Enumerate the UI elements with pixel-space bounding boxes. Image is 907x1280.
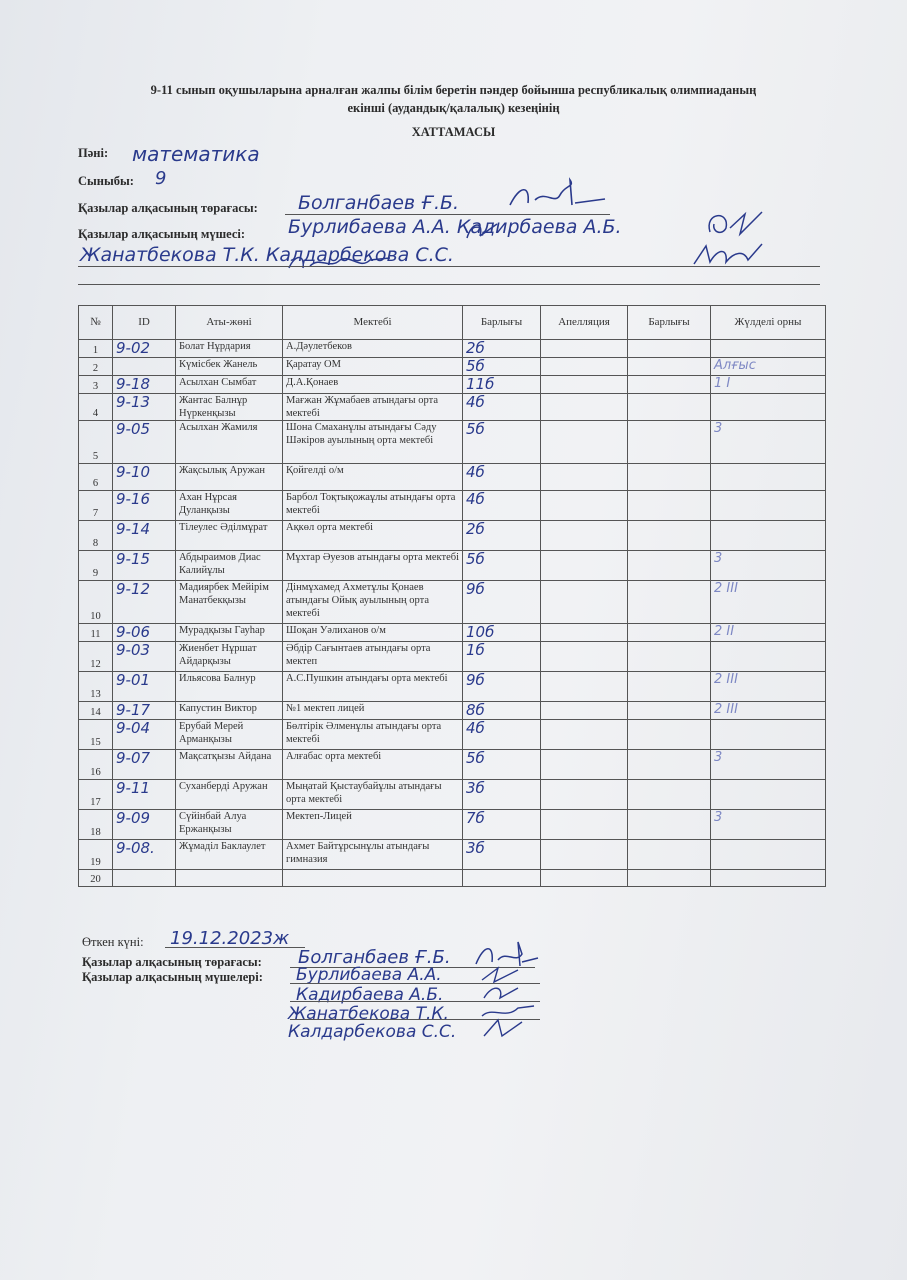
row-total (463, 810, 541, 840)
row-total-2 (628, 840, 711, 870)
row-number: 5 (79, 421, 113, 464)
chair-signature (500, 175, 610, 215)
row-school: Әбдір Сағынтаев атындағы орта мектеп (283, 642, 463, 672)
row-appeal (541, 551, 628, 581)
row-number: 15 (79, 720, 113, 750)
col-header-appeal: Апелляция (541, 306, 628, 340)
row-name: Асылхан Сымбат (176, 376, 283, 394)
row-name: Жақсылық Аружан (176, 464, 283, 491)
header-title: ХАТТАМАСЫ (411, 125, 496, 139)
row-name: Күмісбек Жанель (176, 358, 283, 376)
row-id (113, 750, 176, 780)
row-place-text: 3 (714, 421, 723, 436)
table-row (79, 340, 826, 358)
footer-member-1: Бурлибаева А.А. (296, 965, 442, 985)
row-name: Ерубай Мерей Арманқызы (176, 720, 283, 750)
row-name: Абдыраимов Диас Калийұлы (176, 551, 283, 581)
row-total (463, 394, 541, 421)
row-total-2 (628, 464, 711, 491)
row-total-2 (628, 780, 711, 810)
row-total-text: 5б (466, 749, 485, 767)
row-place (711, 358, 826, 376)
row-total (463, 340, 541, 358)
table-row (79, 394, 826, 421)
row-school: Д.А.Қонаев (283, 376, 463, 394)
row-total-text: 9б (466, 580, 485, 598)
row-place-text: 3 (714, 810, 723, 825)
row-id (113, 780, 176, 810)
row-total-text: 5б (466, 550, 485, 568)
row-total-text: 9б (466, 671, 485, 689)
col-header-total: Барлығы (463, 306, 541, 340)
row-total-2 (628, 394, 711, 421)
row-id (113, 840, 176, 870)
row-place (711, 491, 826, 521)
row-school: Алғабас орта мектебі (283, 750, 463, 780)
row-total-2 (628, 581, 711, 624)
row-total-2 (628, 702, 711, 720)
table-row (79, 870, 826, 887)
row-name: Мақсатқызы Айдана (176, 750, 283, 780)
row-total-text: 10б (466, 623, 495, 641)
row-id-text: 9-02 (116, 339, 151, 357)
row-appeal (541, 358, 628, 376)
header-line-1: 9-11 сынып оқушыларына арналған жалпы білім беретін пәндер бойынша республикалық олимпиаданың (150, 83, 757, 97)
row-total-2 (628, 340, 711, 358)
row-place (711, 840, 826, 870)
table-row (79, 840, 826, 870)
row-school: Қойгелді о/м (283, 464, 463, 491)
table-row (79, 551, 826, 581)
row-total (463, 491, 541, 521)
row-id (113, 340, 176, 358)
row-place-text: 2 III (714, 672, 738, 687)
footer-member-signatures (478, 962, 538, 1042)
subject-value: математика (132, 142, 260, 166)
row-name: Жұмаділ Баклаулет (176, 840, 283, 870)
row-place (711, 521, 826, 551)
row-total-2 (628, 358, 711, 376)
row-school: Мыңатай Қыстаубайұлы атындағы орта мектебі (283, 780, 463, 810)
row-school: А.Дәулетбеков (283, 340, 463, 358)
row-total (463, 581, 541, 624)
table-row (79, 421, 826, 464)
chair-label: Қазылар алқасының төрағасы: (78, 201, 258, 215)
row-total (463, 642, 541, 672)
row-total (463, 780, 541, 810)
row-appeal (541, 581, 628, 624)
row-appeal (541, 376, 628, 394)
table-row (79, 376, 826, 394)
row-school: Мектеп-Лицей (283, 810, 463, 840)
row-number: 18 (79, 810, 113, 840)
row-school: Мағжан Жұмабаев атындағы орта мектебі (283, 394, 463, 421)
row-place (711, 870, 826, 887)
row-total-text: 5б (466, 357, 485, 375)
footer-chair-label: Қазылар алқасының төрағасы: (82, 955, 262, 969)
members-line-2: Жанатбекова Т.К. Калдарбекова С.С. (80, 244, 454, 266)
row-total (463, 521, 541, 551)
row-id-text: 9-09 (116, 809, 151, 827)
row-total-2 (628, 624, 711, 642)
row-place (711, 672, 826, 702)
row-appeal (541, 464, 628, 491)
row-name: Тілеулес Әділмұрат (176, 521, 283, 551)
row-appeal (541, 642, 628, 672)
row-total (463, 551, 541, 581)
row-place-text: 2 III (714, 702, 738, 717)
row-place-text: 1 I (714, 376, 731, 391)
row-id (113, 720, 176, 750)
row-school: №1 мектеп лицей (283, 702, 463, 720)
results-table (78, 305, 826, 887)
row-id (113, 810, 176, 840)
row-number: 1 (79, 340, 113, 358)
row-name: Капустин Виктор (176, 702, 283, 720)
members-underline-2 (78, 284, 820, 285)
footer-members-label: Қазылар алқасының мүшелері: (82, 970, 263, 984)
row-id (113, 624, 176, 642)
row-total-2 (628, 672, 711, 702)
grade-value: 9 (155, 168, 167, 189)
row-school: Ақкөл орта мектебі (283, 521, 463, 551)
row-appeal (541, 870, 628, 887)
row-total-text: 4б (466, 490, 485, 508)
members-line-1: Бурлибаева А.А. Кадирбаева А.Б. (288, 216, 622, 238)
row-name: Мадиярбек Мейірім Манатбекқызы (176, 581, 283, 624)
row-id-text: 9-17 (116, 701, 151, 719)
row-id-text: 9-03 (116, 641, 151, 659)
row-number: 6 (79, 464, 113, 491)
row-name: Болат Нұрдария (176, 340, 283, 358)
row-number: 17 (79, 780, 113, 810)
table-row (79, 750, 826, 780)
chair-value: Болганбаев Ғ.Б. (298, 192, 460, 214)
row-place (711, 551, 826, 581)
row-place (711, 750, 826, 780)
row-total (463, 624, 541, 642)
col-header-school: Мектебі (283, 306, 463, 340)
row-place-text: 2 III (714, 581, 738, 596)
row-total-2 (628, 750, 711, 780)
row-total-text: 4б (466, 393, 485, 411)
row-total-text: 4б (466, 463, 485, 481)
row-id (113, 702, 176, 720)
table-row (79, 624, 826, 642)
row-number: 7 (79, 491, 113, 521)
row-school: Мұхтар Әуезов атындағы орта мектебі (283, 551, 463, 581)
row-place (711, 376, 826, 394)
table-header-row (79, 306, 826, 340)
row-id (113, 551, 176, 581)
row-name: Суханберді Аружан (176, 780, 283, 810)
table-row (79, 581, 826, 624)
row-name: Асылхан Жамиля (176, 421, 283, 464)
row-name: Ахан Нұрсая Дуланқызы (176, 491, 283, 521)
table-row (79, 491, 826, 521)
member-signature-2 (700, 206, 770, 240)
row-number: 3 (79, 376, 113, 394)
row-id (113, 394, 176, 421)
row-place-text: Алғыс (714, 358, 756, 373)
row-total (463, 840, 541, 870)
row-appeal (541, 421, 628, 464)
table-row (79, 521, 826, 551)
member-signature-1 (462, 216, 502, 244)
row-id (113, 464, 176, 491)
row-id-text: 9-04 (116, 719, 151, 737)
row-id-text: 9-11 (116, 779, 151, 797)
row-appeal (541, 780, 628, 810)
row-appeal (541, 394, 628, 421)
row-total-text: 5б (466, 420, 485, 438)
row-total-2 (628, 642, 711, 672)
row-total-text: 3б (466, 779, 485, 797)
header-line-2: екінші (аудандық/қалалық) кезеңінің (347, 101, 560, 115)
row-number: 13 (79, 672, 113, 702)
row-name: Мурадқызы Гауһар (176, 624, 283, 642)
col-header-place: Жүлделі орны (711, 306, 826, 340)
table-row (79, 810, 826, 840)
row-id-text: 9-16 (116, 490, 151, 508)
col-header-name: Аты-жөні (176, 306, 283, 340)
row-total-2 (628, 376, 711, 394)
row-school (283, 870, 463, 887)
row-id-text: 9-05 (116, 420, 151, 438)
member-label: Қазылар алқасының мүшесі: (78, 227, 246, 241)
row-total-2 (628, 421, 711, 464)
row-name: Жантас Балнұр Нүркенқызы (176, 394, 283, 421)
row-total-text: 8б (466, 701, 485, 719)
row-id (113, 521, 176, 551)
row-place (711, 581, 826, 624)
row-total-text: 4б (466, 719, 485, 737)
row-place (711, 720, 826, 750)
row-number: 20 (79, 870, 113, 887)
row-total-2 (628, 870, 711, 887)
row-id-text: 9-13 (116, 393, 151, 411)
subject-label: Пәні: (78, 146, 109, 160)
row-place (711, 702, 826, 720)
row-place (711, 642, 826, 672)
row-number: 14 (79, 702, 113, 720)
row-appeal (541, 672, 628, 702)
row-total-text: 1б (466, 641, 485, 659)
row-total (463, 720, 541, 750)
row-appeal (541, 750, 628, 780)
row-place (711, 421, 826, 464)
row-place (711, 780, 826, 810)
table-row (79, 672, 826, 702)
row-appeal (541, 702, 628, 720)
date-value: 19.12.2023ж (170, 928, 290, 949)
row-id (113, 581, 176, 624)
footer-member-4: Калдарбекова С.С. (288, 1022, 457, 1042)
row-id (113, 358, 176, 376)
row-appeal (541, 340, 628, 358)
row-place (711, 810, 826, 840)
row-number: 19 (79, 840, 113, 870)
row-id-text: 9-06 (116, 623, 151, 641)
footer-member-2: Кадирбаева А.Б. (296, 985, 444, 1005)
grade-label: Сыныбы: (78, 174, 134, 188)
row-total (463, 464, 541, 491)
row-total-2 (628, 491, 711, 521)
table-row (79, 642, 826, 672)
row-school: Дінмұхамед Ахметұлы Қонаев атындағы Ойық ауылының орта мектебі (283, 581, 463, 624)
table-row (79, 702, 826, 720)
row-school: Шоқан Уәлиханов о/м (283, 624, 463, 642)
table-row (79, 720, 826, 750)
row-total (463, 421, 541, 464)
row-total-text: 11б (466, 375, 495, 393)
row-total-text: 2б (466, 520, 485, 538)
row-id-text: 9-18 (116, 375, 151, 393)
row-id-text: 9-12 (116, 580, 151, 598)
row-number: 4 (79, 394, 113, 421)
row-total (463, 358, 541, 376)
row-id-text: 9-14 (116, 520, 151, 538)
row-id-text: 9-08. (116, 839, 155, 857)
row-id-text: 9-01 (116, 671, 151, 689)
row-total-2 (628, 521, 711, 551)
row-school: А.С.Пушкин атындағы орта мектебі (283, 672, 463, 702)
row-appeal (541, 624, 628, 642)
row-place-text: 3 (714, 750, 723, 765)
row-id-text: 9-10 (116, 463, 151, 481)
row-id (113, 870, 176, 887)
row-school: Ахмет Байтұрсынұлы атындағы гимназия (283, 840, 463, 870)
table-row (79, 780, 826, 810)
row-total-text: 2б (466, 339, 485, 357)
row-number: 11 (79, 624, 113, 642)
row-school: Бөлтірік Әлменұлы атындағы орта мектебі (283, 720, 463, 750)
row-total (463, 702, 541, 720)
table-row (79, 358, 826, 376)
col-header-total-2: Барлығы (628, 306, 711, 340)
footer-member-3: Жанатбекова Т.К. (288, 1004, 449, 1024)
members-underline-1 (78, 266, 820, 267)
row-total-text: 3б (466, 839, 485, 857)
row-id (113, 376, 176, 394)
row-place (711, 340, 826, 358)
row-place (711, 394, 826, 421)
row-id (113, 642, 176, 672)
row-place (711, 624, 826, 642)
row-appeal (541, 720, 628, 750)
date-label: Өткен күні: (82, 935, 144, 949)
row-name (176, 870, 283, 887)
row-number: 9 (79, 551, 113, 581)
row-place-text: 3 (714, 551, 723, 566)
row-school: Барбол Тоқтықожаұлы атындағы орта мектебі (283, 491, 463, 521)
row-name: Сүйінбай Алуа Ержанқызы (176, 810, 283, 840)
row-place (711, 464, 826, 491)
footer-chair-value: Болганбаев Ғ.Б. (298, 947, 451, 968)
row-total (463, 870, 541, 887)
row-appeal (541, 491, 628, 521)
row-appeal (541, 521, 628, 551)
row-school: Шона Смаханұлы атындағы Сәду Шәкіров ауылының орта мектебі (283, 421, 463, 464)
row-id-text: 9-15 (116, 550, 151, 568)
row-total-2 (628, 551, 711, 581)
row-appeal (541, 810, 628, 840)
row-name: Ильясова Балнур (176, 672, 283, 702)
row-id (113, 672, 176, 702)
row-total (463, 376, 541, 394)
row-id-text: 9-07 (116, 749, 151, 767)
row-number: 10 (79, 581, 113, 624)
row-id (113, 491, 176, 521)
col-header-number: № (79, 306, 113, 340)
row-number: 12 (79, 642, 113, 672)
row-name: Жиенбет Нұршат Айдарқызы (176, 642, 283, 672)
row-place-text: 2 II (714, 624, 735, 639)
col-header-id: ID (113, 306, 176, 340)
row-number: 8 (79, 521, 113, 551)
row-number: 16 (79, 750, 113, 780)
row-id (113, 421, 176, 464)
row-appeal (541, 840, 628, 870)
row-school: Қаратау ОМ (283, 358, 463, 376)
row-total-2 (628, 810, 711, 840)
row-number: 2 (79, 358, 113, 376)
row-total (463, 672, 541, 702)
row-total (463, 750, 541, 780)
table-row (79, 464, 826, 491)
member-signature-3 (285, 248, 395, 278)
row-total-text: 7б (466, 809, 485, 827)
row-total-2 (628, 720, 711, 750)
